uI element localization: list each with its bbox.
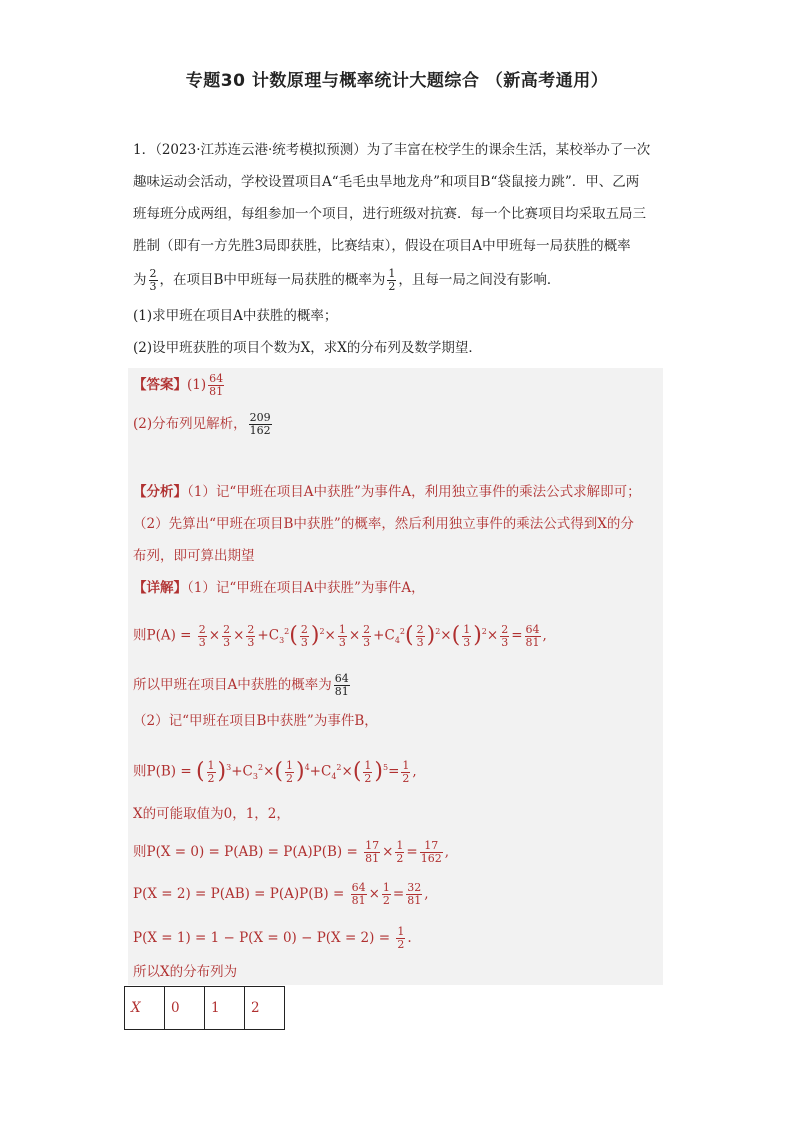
answer-label: 【答案】 [133,377,187,393]
equation-px2: P(X = 2) = P(AB) = P(A)P(B) = $\frac{64}{81}$ × $\frac{1}{2}$ = $\frac{32}{81}$ , [133,881,429,907]
distribution-intro: 所以X的分布列为 [133,964,238,980]
fraction-denominator: 81 [209,385,224,398]
fraction-denominator: 2 [388,280,396,293]
conclusion-text: 所以甲班在项目A中获胜的概率为 [133,677,332,693]
equation-prefix: P(X = 2) = P(AB) = P(A)P(B) = [133,886,345,902]
fraction-denominator: 162 [249,424,271,437]
equation-px0: 则P(X = 0) = P(AB) = P(A)P(B) = $\frac{17}{81}$ × $\frac{1}{2}$ = $\frac{17}{162}$ , [133,839,450,865]
equation-pa: 则P(A) = $\frac{2}{3}$ × $\frac{2}{3}$ × $\frac{2}{3}$ $+C_3^2$( $\frac{2}{3}$ )$^2$× $\frac{1}{3}$ × $\frac{2}{3}$ $+C_4^2$( $\frac{2}{3}$ )$^2$×( $\frac{1}{3}$ )$^2$× $\frac{2}{3}$ = $\frac{64}{81}$ , [133,622,547,649]
question-part-1: (1)求甲班在项目A中获胜的概率； [133,308,338,324]
question-text: 为 [133,272,147,288]
table-cell: 2 [245,987,285,1030]
analysis-line-3: 布列，即可算出期望 [133,548,255,564]
detail-line-1 [133,579,425,597]
equation-prefix: 则P(B) = [133,763,192,780]
detail-line-2: （2）记“甲班在项目B中获胜”为事件B， [133,713,378,729]
fraction-denominator: 3 [149,280,157,293]
table-cell: X [125,987,165,1030]
detail-label: 【详解】 [133,580,187,596]
fraction [208,373,224,398]
answer-line-1 [133,370,226,400]
table-cell: 1 [205,987,245,1030]
equation-prefix: 则P(A) = [133,627,192,644]
fraction [149,268,158,293]
analysis-line-2: （2）先算出“甲班在项目B中获胜”的概率，然后利用独立事件的乘法公式得到X的分 [133,516,634,532]
analysis-line-1 [133,483,641,501]
fraction [249,412,272,437]
question-line-2: 趣味运动会活动，学校设置项目A“毛毛虫旱地龙舟”和项目B“袋鼠接力跳”．甲、乙两 [133,174,640,190]
analysis-label: 【分析】 [133,484,187,500]
distribution-table [124,986,285,1030]
question-line-1: 1．（2023·江苏连云港·统考模拟预测）为了丰富在校学生的课余生活，某校举办了一次 [133,142,651,158]
fraction [387,268,396,293]
equation-px1: P(X = 1) = 1 − P(X = 0) − P(X = 2) = $\frac{1}{2}$ . [133,925,412,951]
conclusion-1 [133,670,352,700]
fraction-numerator: 209 [249,411,271,424]
question-text: ，在项目B中甲班每一局获胜的概率为 [159,272,386,288]
table-row [125,987,285,1030]
equation-text: P(X = 1) = 1 − P(X = 0) − P(X = 2) = [133,930,391,946]
answer-part-2: (2)分布列见解析， [133,416,247,432]
answer-part-1: (1) [187,377,207,393]
fraction: $\frac{64}{81}$ [334,672,349,698]
question-line-4: 胜制（即有一方先胜3局即获胜，比赛结束），假设在项目A中甲班每一局获胜的概率 [133,238,631,254]
question-line-5 [133,265,560,295]
page-title: 专题30 计数原理与概率统计大题综合 （新高考通用） [185,71,609,91]
answer-line-2 [133,409,274,439]
detail-text: （1）记“甲班在项目A中获胜”为事件A， [187,580,425,596]
question-line-3: 班每班分成两组，每组参加一个项目，进行班级对抗赛．每一个比赛项目均采取五局三 [133,206,646,222]
equation-pb: 则P(B) = ( $\frac{1}{2}$ )$^3+C_3^2\times$( $\frac{1}{2}$ )$^4+C_4^2\times$( $\frac{1}{2}$ )$^5$= $\frac{1}{2}$ , [133,758,417,785]
fraction-numerator: 64 [209,372,224,385]
equation-prefix: 则P(X = 0) = P(AB) = P(A)P(B) = [133,844,358,860]
x-values-line: X的可能取值为0，1，2， [133,806,290,822]
fraction-numerator: 1 [388,267,396,280]
analysis-text: （1）记“甲班在项目A中获胜”为事件A，利用独立事件的乘法公式求解即可； [187,484,641,500]
fraction-numerator: 2 [149,267,157,280]
table-cell: 0 [165,987,205,1030]
question-text: ，且每一局之间没有影响． [398,272,561,288]
question-part-2: (2)设甲班获胜的项目个数为X，求X的分布列及数学期望． [133,340,482,356]
